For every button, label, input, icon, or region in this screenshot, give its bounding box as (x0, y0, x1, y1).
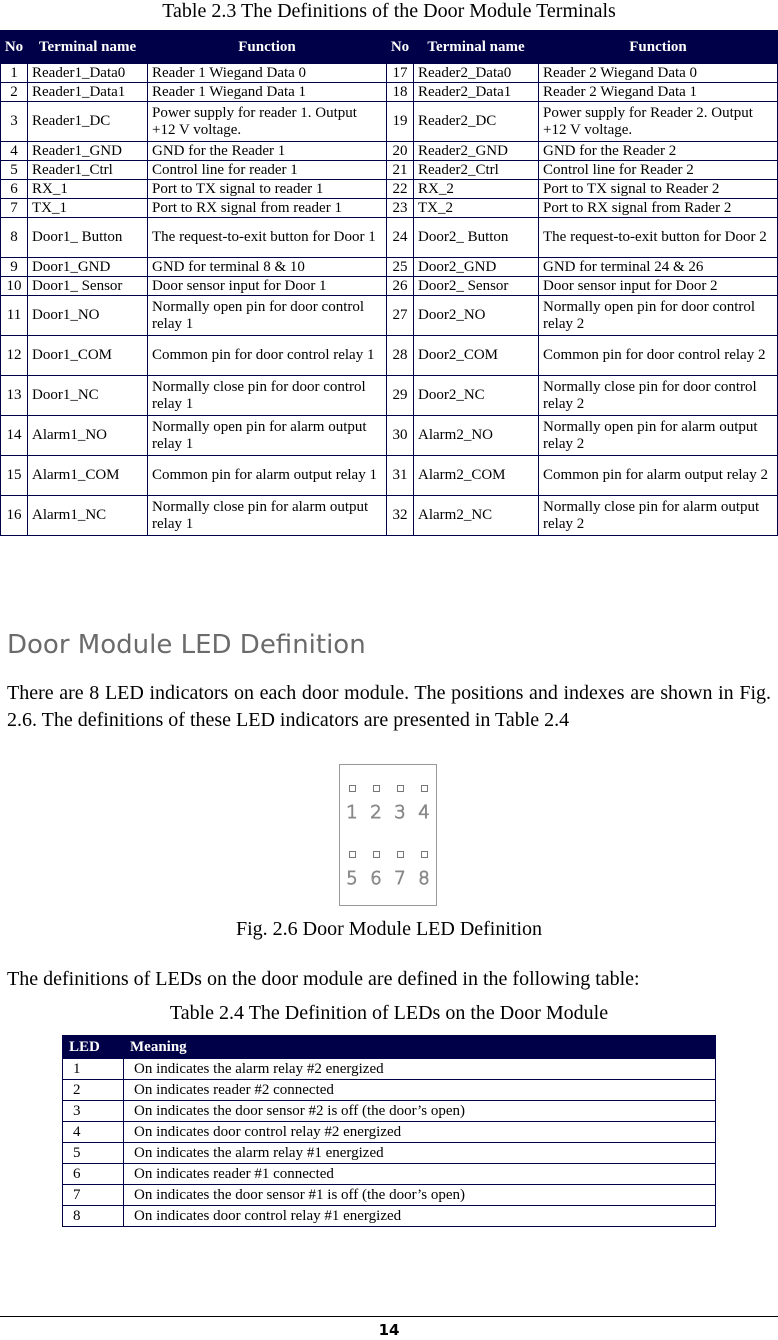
led-index-label: 7 (394, 868, 406, 889)
cell-function: GND for the Reader 2 (539, 142, 778, 161)
cell-no: 32 (387, 496, 414, 536)
cell-terminal-name: Door1_ Sensor (28, 277, 148, 296)
cell-terminal-name: Reader2_Data0 (414, 64, 539, 83)
led-index-label: 4 (418, 802, 430, 823)
led-square-icon (397, 851, 404, 858)
led-index-label: 3 (394, 802, 406, 823)
cell-led: 2 (63, 1080, 124, 1101)
cell-function: Common pin for alarm output relay 2 (539, 456, 778, 496)
cell-terminal-name: Alarm1_COM (28, 456, 148, 496)
led-indicator (340, 851, 364, 889)
cell-no: 3 (1, 102, 28, 142)
cell-terminal-name: TX_2 (414, 199, 539, 218)
section-heading: Door Module LED Definition (7, 630, 366, 660)
cell-function: Normally close pin for alarm output relay 2 (539, 496, 778, 536)
header-no: No (387, 31, 414, 64)
cell-terminal-name: Door2_ Button (414, 218, 539, 258)
led-definitions-table (62, 1035, 716, 1227)
table-row (1, 102, 778, 142)
cell-meaning: On indicates reader #1 connected (124, 1164, 716, 1185)
cell-function: Port to TX signal to reader 1 (148, 180, 387, 199)
table-row (1, 416, 778, 456)
table-row (63, 1164, 716, 1185)
cell-led: 1 (63, 1059, 124, 1080)
cell-terminal-name: Reader2_Ctrl (414, 161, 539, 180)
cell-no: 19 (387, 102, 414, 142)
cell-no: 26 (387, 277, 414, 296)
header-terminal-name: Terminal name (414, 31, 539, 64)
cell-no: 28 (387, 336, 414, 376)
cell-function: Power supply for reader 1. Output +12 V voltage. (148, 102, 387, 142)
cell-meaning: On indicates the door sensor #1 is off (the door’s open) (124, 1185, 716, 1206)
cell-terminal-name: Alarm2_NC (414, 496, 539, 536)
cell-terminal-name: Alarm2_COM (414, 456, 539, 496)
terminal-definitions-table (0, 30, 778, 536)
table-row (1, 218, 778, 258)
cell-no: 30 (387, 416, 414, 456)
cell-function: Port to RX signal from reader 1 (148, 199, 387, 218)
cell-function: Normally open pin for door control relay 2 (539, 296, 778, 336)
cell-no: 27 (387, 296, 414, 336)
cell-function: Common pin for door control relay 2 (539, 336, 778, 376)
cell-function: GND for terminal 8 & 10 (148, 258, 387, 277)
table-row (1, 277, 778, 296)
cell-function: Normally open pin for alarm output relay 2 (539, 416, 778, 456)
cell-meaning: On indicates reader #2 connected (124, 1080, 716, 1101)
cell-led: 8 (63, 1206, 124, 1227)
cell-terminal-name: Door2_ Sensor (414, 277, 539, 296)
cell-no: 29 (387, 376, 414, 416)
cell-function: Door sensor input for Door 2 (539, 277, 778, 296)
cell-no: 10 (1, 277, 28, 296)
cell-function: Port to TX signal to Reader 2 (539, 180, 778, 199)
cell-no: 25 (387, 258, 414, 277)
table-row (63, 1206, 716, 1227)
table-row (63, 1185, 716, 1206)
cell-terminal-name: Reader1_Data1 (28, 83, 148, 102)
cell-terminal-name: Reader1_Data0 (28, 64, 148, 83)
led-indicator (364, 851, 388, 889)
table-row (1, 180, 778, 199)
led-indicator (388, 785, 412, 823)
led-square-icon (397, 785, 404, 792)
cell-no: 24 (387, 218, 414, 258)
led-square-icon (421, 785, 428, 792)
cell-terminal-name: Door1_COM (28, 336, 148, 376)
cell-meaning: On indicates the alarm relay #1 energized (124, 1143, 716, 1164)
cell-no: 31 (387, 456, 414, 496)
cell-terminal-name: Reader1_DC (28, 102, 148, 142)
footer-divider (0, 1316, 778, 1317)
cell-function: GND for terminal 24 & 26 (539, 258, 778, 277)
cell-no: 16 (1, 496, 28, 536)
cell-function: Normally close pin for door control relay 2 (539, 376, 778, 416)
table-header-row (63, 1036, 716, 1059)
cell-terminal-name: Alarm1_NC (28, 496, 148, 536)
cell-terminal-name: Door1_NC (28, 376, 148, 416)
cell-no: 23 (387, 199, 414, 218)
led-square-icon (349, 851, 356, 858)
table-row (1, 64, 778, 83)
table-row (1, 376, 778, 416)
cell-no: 4 (1, 142, 28, 161)
cell-function: The request-to-exit button for Door 2 (539, 218, 778, 258)
led-indicator (388, 851, 412, 889)
header-function: Function (539, 31, 778, 64)
table-header-row (1, 31, 778, 64)
table-2-3-caption: Table 2.3 The Definitions of the Door Module Terminals (162, 0, 616, 22)
cell-function: GND for the Reader 1 (148, 142, 387, 161)
cell-led: 3 (63, 1101, 124, 1122)
cell-no: 5 (1, 161, 28, 180)
cell-no: 20 (387, 142, 414, 161)
cell-no: 22 (387, 180, 414, 199)
cell-terminal-name: Door2_COM (414, 336, 539, 376)
cell-meaning: On indicates door control relay #1 energized (124, 1206, 716, 1227)
table-row (1, 199, 778, 218)
lead-paragraph: The definitions of LEDs on the door module are defined in the following table: (7, 968, 640, 990)
cell-terminal-name: Door1_GND (28, 258, 148, 277)
cell-terminal-name: Reader1_GND (28, 142, 148, 161)
table-row (63, 1143, 716, 1164)
led-square-icon (421, 851, 428, 858)
led-square-icon (373, 785, 380, 792)
cell-no: 9 (1, 258, 28, 277)
cell-terminal-name: Door2_GND (414, 258, 539, 277)
led-index-label: 6 (370, 868, 382, 889)
cell-function: Normally close pin for alarm output relay 1 (148, 496, 387, 536)
table-row (63, 1122, 716, 1143)
page-number: 14 (378, 1321, 400, 1339)
table-row (1, 161, 778, 180)
table-row (1, 83, 778, 102)
table-row (1, 496, 778, 536)
led-index-label: 8 (418, 868, 430, 889)
cell-meaning: On indicates door control relay #2 energized (124, 1122, 716, 1143)
table-row (1, 336, 778, 376)
cell-meaning: On indicates the alarm relay #2 energized (124, 1059, 716, 1080)
led-indicator (412, 851, 436, 889)
header-terminal-name: Terminal name (28, 31, 148, 64)
header-function: Function (148, 31, 387, 64)
cell-function: Common pin for door control relay 1 (148, 336, 387, 376)
cell-terminal-name: Door2_NC (414, 376, 539, 416)
cell-terminal-name: RX_1 (28, 180, 148, 199)
cell-function: Reader 1 Wiegand Data 1 (148, 83, 387, 102)
cell-function: The request-to-exit button for Door 1 (148, 218, 387, 258)
table-row (63, 1101, 716, 1122)
cell-function: Reader 1 Wiegand Data 0 (148, 64, 387, 83)
cell-led: 6 (63, 1164, 124, 1185)
cell-terminal-name: Reader1_Ctrl (28, 161, 148, 180)
cell-no: 11 (1, 296, 28, 336)
cell-terminal-name: Alarm1_NO (28, 416, 148, 456)
table-row (1, 296, 778, 336)
cell-no: 2 (1, 83, 28, 102)
cell-no: 17 (387, 64, 414, 83)
led-square-icon (373, 851, 380, 858)
intro-paragraph: There are 8 LED indicators on each door module. The positions and indexes are shown in Fig. 2.6. The definitions of these LED indicators are presented in Table 2.4 (7, 682, 771, 731)
cell-terminal-name: Reader2_Data1 (414, 83, 539, 102)
figure-caption: Fig. 2.6 Door Module LED Definition (235, 918, 543, 940)
cell-function: Normally open pin for alarm output relay 1 (148, 416, 387, 456)
table-row (63, 1059, 716, 1080)
led-indicator (340, 785, 364, 823)
cell-no: 21 (387, 161, 414, 180)
led-indicator (364, 785, 388, 823)
cell-no: 18 (387, 83, 414, 102)
cell-terminal-name: Door2_NO (414, 296, 539, 336)
led-index-label: 2 (370, 802, 382, 823)
cell-function: Door sensor input for Door 1 (148, 277, 387, 296)
cell-no: 1 (1, 64, 28, 83)
led-indicator (412, 785, 436, 823)
led-index-label: 1 (346, 802, 358, 823)
led-layout-figure (339, 764, 437, 906)
cell-function: Common pin for alarm output relay 1 (148, 456, 387, 496)
cell-no: 6 (1, 180, 28, 199)
cell-function: Reader 2 Wiegand Data 1 (539, 83, 778, 102)
led-index-label: 5 (346, 868, 358, 889)
cell-terminal-name: RX_2 (414, 180, 539, 199)
cell-led: 5 (63, 1143, 124, 1164)
header-led: LED (63, 1036, 124, 1059)
cell-no: 7 (1, 199, 28, 218)
cell-no: 13 (1, 376, 28, 416)
cell-terminal-name: Reader2_DC (414, 102, 539, 142)
table-row (63, 1080, 716, 1101)
table-2-4-caption: Table 2.4 The Definition of LEDs on the Door Module (169, 1002, 609, 1024)
cell-meaning: On indicates the door sensor #2 is off (the door’s open) (124, 1101, 716, 1122)
cell-terminal-name: Alarm2_NO (414, 416, 539, 456)
table-row (1, 142, 778, 161)
table-row (1, 258, 778, 277)
cell-function: Normally close pin for door control relay 1 (148, 376, 387, 416)
cell-function: Reader 2 Wiegand Data 0 (539, 64, 778, 83)
cell-no: 8 (1, 218, 28, 258)
cell-function: Power supply for Reader 2. Output +12 V voltage. (539, 102, 778, 142)
cell-led: 7 (63, 1185, 124, 1206)
cell-terminal-name: Door1_NO (28, 296, 148, 336)
cell-terminal-name: Reader2_GND (414, 142, 539, 161)
table-row (1, 456, 778, 496)
header-meaning: Meaning (124, 1036, 716, 1059)
cell-no: 12 (1, 336, 28, 376)
cell-function: Control line for reader 1 (148, 161, 387, 180)
cell-terminal-name: Door1_ Button (28, 218, 148, 258)
led-square-icon (349, 785, 356, 792)
cell-function: Normally open pin for door control relay 1 (148, 296, 387, 336)
cell-terminal-name: TX_1 (28, 199, 148, 218)
header-no: No (1, 31, 28, 64)
cell-led: 4 (63, 1122, 124, 1143)
cell-no: 14 (1, 416, 28, 456)
cell-function: Port to RX signal from Rader 2 (539, 199, 778, 218)
cell-function: Control line for Reader 2 (539, 161, 778, 180)
cell-no: 15 (1, 456, 28, 496)
